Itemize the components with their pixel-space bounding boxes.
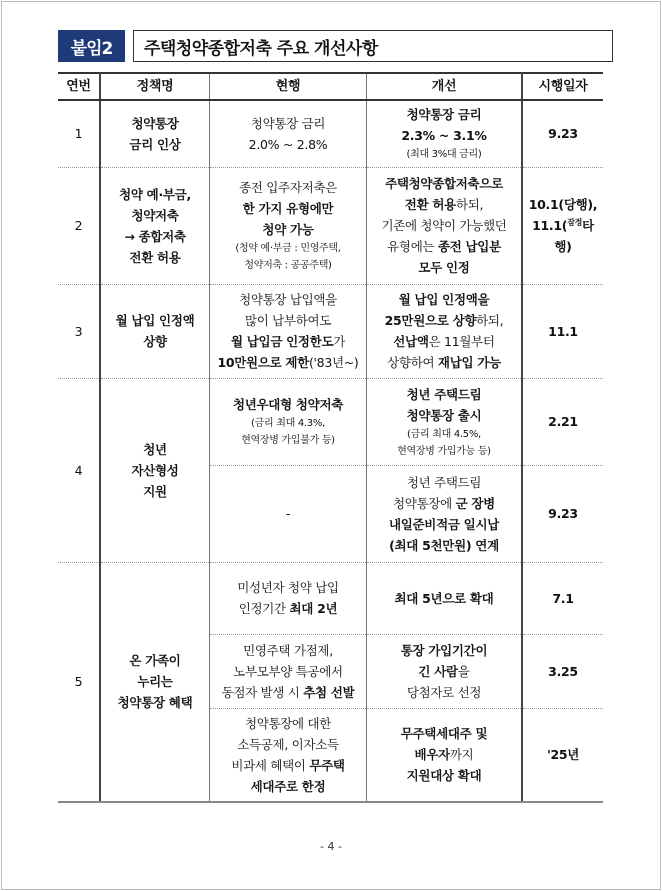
effective-date: [522, 100, 603, 167]
text: (청약 예·부금 : 민영주택,: [235, 243, 341, 254]
bold-text: 월 납입금 인정한도: [230, 334, 334, 349]
cell-line: [212, 219, 364, 240]
current-policy: [210, 378, 367, 465]
col-header-no: 연번: [58, 73, 100, 100]
bold-text: 월 납입 인정액을: [398, 292, 490, 307]
effective-date: [522, 378, 603, 465]
bold-text: 최대 2년: [289, 601, 338, 616]
text: (금리 최대 4.5%,: [407, 428, 481, 440]
bold-text: 배우자: [414, 747, 450, 763]
improvement: [367, 634, 523, 708]
col-header-date: 시행일자: [522, 73, 603, 100]
attachment-badge: 붙임2: [58, 30, 125, 62]
cell-line: [212, 432, 364, 449]
policy-name: [100, 100, 210, 167]
current-policy: [210, 100, 367, 167]
bold-text: → 종합저축: [124, 228, 186, 244]
table-row: [58, 167, 603, 284]
text: 청약통장 금리: [250, 115, 326, 131]
bold-text: 무주택: [309, 757, 345, 773]
bold-text: 통장 가입기간이: [400, 642, 488, 658]
improvement: [367, 708, 523, 802]
cell-line: [212, 661, 364, 682]
cell-line: [212, 113, 364, 134]
cell-line: [369, 146, 519, 163]
cell-line: [525, 215, 601, 257]
cell-line: [525, 503, 601, 524]
text: 비과세 혜택이: [231, 757, 310, 773]
row-number: 1: [58, 100, 100, 167]
cell-line: [212, 415, 364, 432]
policy-name: [100, 167, 210, 284]
text: 많이 납부하여도: [244, 313, 332, 328]
cell-line: [212, 177, 364, 198]
cell-line: [369, 104, 519, 125]
cell-line: [212, 598, 364, 619]
cell-line: [369, 384, 519, 405]
cell-line: [369, 331, 519, 352]
cell-line: [103, 439, 207, 460]
text: ('83년~): [308, 355, 359, 370]
bold-text: 세대주로 한정: [250, 778, 326, 794]
cell-line: [103, 650, 207, 671]
col-header-current: 현행: [210, 73, 367, 100]
bold-text: 청약통장 혜택: [117, 695, 193, 711]
text: 청약통장에: [393, 495, 456, 511]
bold-text: 최대 5년으로 확대: [394, 590, 494, 606]
text: 종전 입주자저축은: [239, 180, 337, 195]
cell-line: [369, 310, 519, 331]
cell-line: [103, 310, 207, 331]
table-row: [58, 562, 603, 634]
text: 을: [457, 663, 470, 679]
cell-line: [369, 257, 519, 278]
cell-line: [369, 640, 519, 661]
cell-line: [212, 289, 364, 310]
bold-text: 청약 가능: [262, 222, 314, 237]
text: 청년 주택드림: [406, 474, 482, 490]
current-policy: [210, 634, 367, 708]
text: 기존에 청약이 가능했던: [381, 218, 507, 233]
bold-text: 종전 납입분: [437, 239, 501, 254]
current-policy: [210, 465, 367, 562]
text: (금리 최대 4.3%,: [251, 418, 325, 429]
cell-line: [369, 493, 519, 514]
effective-date: [522, 634, 603, 708]
cell-line: [103, 226, 207, 247]
cell-line: [212, 240, 364, 257]
cell-line: [212, 134, 364, 155]
cell-line: [369, 723, 519, 744]
bold-text: 잠정: [567, 217, 583, 227]
cell-line: [369, 682, 519, 703]
effective-date: [522, 284, 603, 378]
col-header-policy: 정책명: [100, 73, 210, 100]
cell-line: [369, 661, 519, 682]
bold-text: 청약통장 금리: [406, 107, 482, 123]
bold-text: 주택청약종합저축으로: [385, 176, 503, 191]
cell-line: [525, 588, 601, 609]
improvement: [367, 100, 523, 167]
current-policy: [210, 562, 367, 634]
row-number: 4: [58, 378, 100, 562]
cell-line: [369, 215, 519, 236]
bold-text: 지원대상 확대: [406, 768, 482, 784]
bold-text: 상향: [143, 334, 167, 349]
bold-text: 청년: [143, 441, 167, 457]
cell-line: [525, 194, 601, 215]
bold-text: 전환 허용: [129, 249, 181, 265]
cell-line: [212, 734, 364, 755]
bold-text: 타행): [554, 218, 594, 254]
bold-text: 청년 주택드림: [406, 386, 482, 402]
cell-line: [369, 765, 519, 786]
bold-text: 11.1: [548, 323, 578, 339]
effective-date: [522, 562, 603, 634]
bold-text: 지원: [143, 483, 167, 499]
bold-text: 9.23: [548, 506, 578, 521]
text: 민영주택 가점제,: [243, 642, 333, 658]
cell-line: [103, 205, 207, 226]
improvement: [367, 562, 523, 634]
cell-line: [212, 577, 364, 598]
text: 현역장병 가입불가 등): [241, 435, 335, 446]
text: 하되,: [476, 313, 504, 328]
cell-line: [103, 331, 207, 352]
cell-line: [369, 125, 519, 146]
page-title-text: 주택청약종합저축 주요 개선사항: [144, 38, 378, 59]
text: 까지: [449, 747, 474, 763]
cell-line: [103, 113, 207, 134]
cell-line: [212, 640, 364, 661]
cell-line: [103, 460, 207, 481]
text: 하되,: [455, 197, 484, 212]
table-row: [58, 378, 603, 465]
bold-text: 모두 인정: [418, 260, 470, 275]
bold-text: 금리 인상: [129, 136, 181, 152]
text: 유형에는: [387, 239, 438, 254]
bold-text: 7.1: [552, 590, 574, 606]
bold-text: 2.3% ~ 3.1%: [401, 128, 487, 144]
text: 청약통장 납입액을: [239, 292, 337, 307]
bold-text: 3.25: [548, 663, 578, 679]
bold-text: 11.1(: [532, 218, 568, 233]
page-number: - 4 -: [320, 840, 342, 853]
bold-text: 온 가족이: [129, 653, 181, 669]
cell-line: [525, 411, 601, 432]
text: 가: [333, 334, 346, 349]
text: 동점자 발생 시: [221, 684, 304, 700]
cell-line: [212, 310, 364, 331]
bold-text: 25만원으로 상향: [384, 313, 477, 328]
cell-line: [212, 198, 364, 219]
cell-line: [369, 194, 519, 215]
policy-name: [100, 562, 210, 802]
text: 청약저축 : 공공주택): [244, 260, 332, 271]
text: 은 11월부터: [428, 334, 495, 349]
cell-line: [369, 352, 519, 373]
text: 청약통장에 대한: [244, 715, 332, 731]
cell-line: [369, 744, 519, 765]
bold-text: 청년우대형 청약저축: [232, 397, 344, 412]
bold-text: 2.21: [548, 414, 578, 429]
bold-text: '25년: [546, 747, 580, 763]
cell-line: [212, 713, 364, 734]
policy-name: [100, 378, 210, 562]
bold-text: (최대 5천만원) 연계: [389, 537, 499, 553]
bold-text: 한 가지 유형에만: [242, 201, 334, 216]
effective-date: [522, 167, 603, 284]
cell-line: [369, 236, 519, 257]
bold-text: 10만원으로 제한: [217, 355, 309, 370]
cell-line: [369, 405, 519, 426]
cell-line: [369, 514, 519, 535]
cell-line: [525, 744, 601, 765]
improvement: [367, 378, 523, 465]
cell-line: [212, 682, 364, 703]
cell-line: [369, 173, 519, 194]
bold-text: 무주택세대주 및: [400, 726, 488, 742]
cell-line: [212, 257, 364, 274]
bold-text: 청약저축: [131, 207, 179, 223]
cell-line: [103, 692, 207, 713]
policy-name: [100, 284, 210, 378]
bold-text: 추첨 선발: [303, 684, 355, 700]
bold-text: 월 납입 인정액: [115, 313, 195, 328]
cell-line: [212, 394, 364, 415]
current-policy: [210, 708, 367, 802]
bold-text: 내일준비적금 일시납: [388, 516, 500, 532]
row-number: 2: [58, 167, 100, 284]
improvement: [367, 465, 523, 562]
cell-line: [525, 123, 601, 144]
cell-line: [212, 776, 364, 797]
cell-line: [369, 472, 519, 493]
current-policy: [210, 167, 367, 284]
bold-text: 9.23: [548, 126, 578, 142]
cell-line: [103, 671, 207, 692]
bold-text: 청약통장 출시: [406, 407, 482, 423]
table-body: [58, 100, 603, 802]
bold-text: 전환 허용: [404, 197, 456, 212]
cell-line: [369, 588, 519, 609]
bold-text: 누리는: [137, 674, 173, 690]
cell-line: [103, 184, 207, 205]
cell-line: [103, 247, 207, 268]
text: 미성년자 청약 납입: [237, 580, 339, 595]
text: 당첨자로 선정: [406, 684, 482, 700]
cell-line: [103, 134, 207, 155]
cell-line: [525, 661, 601, 682]
bold-text: 재납입 가능: [437, 355, 501, 370]
col-header-improved: 개선: [367, 73, 523, 100]
table-row: [58, 284, 603, 378]
cell-line: [103, 481, 207, 502]
cell-line: [369, 289, 519, 310]
bold-text: 청약 예·부금,: [119, 186, 191, 202]
text: 2.0% ~ 2.8%: [248, 136, 328, 152]
cell-line: [369, 443, 519, 460]
page-title: [133, 30, 613, 62]
row-number: 5: [58, 562, 100, 802]
cell-line: [369, 535, 519, 556]
bold-text: 자산형성: [131, 462, 179, 478]
text: -: [285, 506, 291, 521]
current-policy: [210, 284, 367, 378]
improvements-table: [58, 72, 603, 803]
improvement: [367, 284, 523, 378]
bold-text: 10.1(당행),: [528, 197, 598, 212]
text: 현역장병 가입가능 등): [397, 445, 491, 457]
bold-text: 선납액: [393, 334, 429, 349]
text: 상향하여: [387, 355, 438, 370]
text: 노부모부양 특공에서: [233, 663, 343, 679]
text: 소득공제, 이자소득: [237, 736, 339, 752]
bold-text: 군 장병: [455, 495, 495, 511]
text: 인정기간: [238, 601, 290, 616]
effective-date: [522, 708, 603, 802]
cell-line: [212, 352, 364, 373]
cell-line: [369, 426, 519, 443]
table-header-row: [58, 73, 603, 100]
cell-line: [212, 503, 364, 524]
cell-line: [212, 755, 364, 776]
table-row: [58, 100, 603, 167]
cell-line: [212, 331, 364, 352]
bold-text: 긴 사람: [418, 663, 458, 679]
cell-line: [525, 321, 601, 342]
improvement: [367, 167, 523, 284]
bold-text: 청약통장: [131, 115, 179, 131]
row-number: 3: [58, 284, 100, 378]
text: (최대 3%대 금리): [406, 149, 482, 161]
effective-date: [522, 465, 603, 562]
